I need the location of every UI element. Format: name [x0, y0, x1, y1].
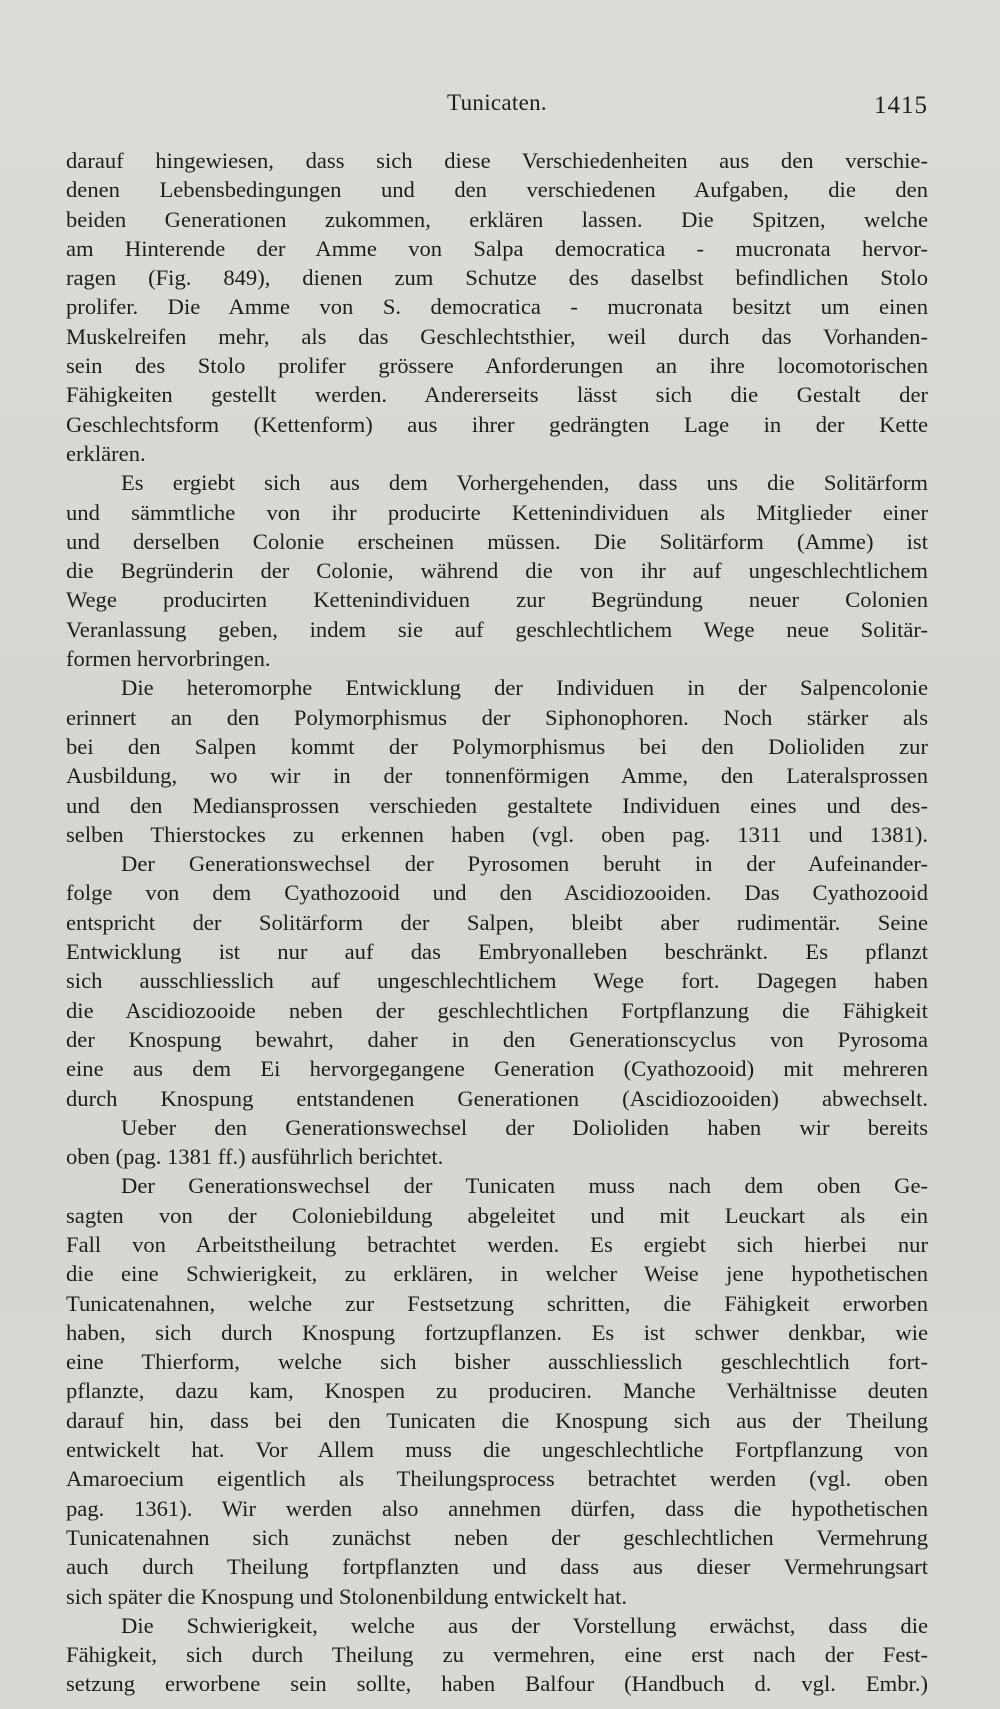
text-line: prolifer. Die Amme von S. democratica - mucronata besitzt um einen: [66, 294, 928, 320]
running-head-title: Tunicaten.: [447, 90, 547, 115]
text-line: erinnert an den Polymorphismus der Siphonophoren. Noch stärker als: [66, 704, 928, 730]
text-line: eine aus dem Ei hervorgegangene Generation (Cyathozooid) mit mehreren: [66, 1056, 928, 1082]
text-line: Der Generationswechsel der Pyrosomen beruht in der Aufeinander-: [121, 851, 928, 877]
text-line: am Hinterende der Amme von Salpa democratica - mucronata hervor-: [66, 235, 928, 261]
text-line: sich ausschliesslich auf ungeschlechtlichem Wege fort. Dagegen haben: [66, 968, 928, 994]
text-line: auch durch Theilung fortpflanzten und dass aus dieser Vermehrungsart: [66, 1554, 928, 1580]
text-line: sich später die Knospung und Stolonenbildung entwickelt hat.: [66, 1583, 627, 1609]
text-line: denen Lebensbedingungen und den verschiedenen Aufgaben, die den: [66, 177, 928, 203]
text-line: die Begründerin der Colonie, während die von ihr auf ungeschlechtlichem: [66, 558, 928, 584]
text-line: pflanzte, dazu kam, Knospen zu produciren. Manche Verhältnisse deuten: [66, 1378, 928, 1404]
text-line: Fähigkeit, sich durch Theilung zu vermehren, eine erst nach der Fest-: [66, 1642, 928, 1668]
text-line: ragen (Fig. 849), dienen zum Schutze des daselbst befindlichen Stolo: [66, 265, 928, 291]
text-line: Der Generationswechsel der Tunicaten muss nach dem oben Ge-: [121, 1173, 928, 1199]
text-line: und derselben Colonie erscheinen müssen. Die Solitärform (Amme) ist: [66, 528, 928, 554]
text-line: sein des Stolo prolifer grössere Anforderungen an ihre locomotorischen: [66, 353, 928, 379]
body-text: [66, 146, 928, 1699]
text-line: selben Thierstockes zu erkennen haben (vgl. oben pag. 1311 und 1381).: [66, 821, 928, 847]
text-line: entwickelt hat. Vor Allem muss die ungeschlechtliche Fortpflanzung von: [66, 1437, 928, 1463]
text-line: und den Mediansprossen verschieden gestaltete Individuen eines und des-: [66, 792, 928, 818]
text-line: eine Thierform, welche sich bisher ausschliesslich geschlechtlich fort-: [66, 1349, 928, 1375]
text-line: beiden Generationen zukommen, erklären lassen. Die Spitzen, welche: [66, 206, 928, 232]
text-line: darauf hingewiesen, dass sich diese Verschiedenheiten aus den verschie-: [66, 148, 928, 173]
text-line: Geschlechtsform (Kettenform) aus ihrer gedrängten Lage in der Kette: [66, 411, 928, 437]
text-line: Fähigkeiten gestellt werden. Andererseits lässt sich die Gestalt der: [66, 382, 928, 408]
text-line: Tunicatenahnen sich zunächst neben der geschlechtlichen Vermehrung: [66, 1524, 928, 1550]
text-line: Tunicatenahnen, welche zur Festsetzung schritten, die Fähigkeit erworben: [66, 1290, 928, 1316]
text-line: entspricht der Solitärform der Salpen, bleibt aber rudimentär. Seine: [66, 909, 928, 935]
text-line: bei den Salpen kommt der Polymorphismus bei den Dolioliden zur: [66, 733, 928, 759]
text-line: oben (pag. 1381 ff.) ausführlich berichtet.: [66, 1144, 444, 1170]
text-line: Amaroecium eigentlich als Theilungsprocess betrachtet werden (vgl. oben: [66, 1466, 928, 1492]
text-line: die eine Schwierigkeit, zu erklären, in welcher Weise jene hypothetischen: [66, 1261, 928, 1287]
text-line: folge von dem Cyathozooid und den Ascidiozooiden. Das Cyathozooid: [66, 880, 928, 906]
text-line: Ueber den Generationswechsel der Dolioliden haben wir bereits: [121, 1114, 928, 1140]
text-line: der Knospung bewahrt, daher in den Generationscyclus von Pyrosoma: [66, 1026, 928, 1052]
text-line: Die Schwierigkeit, welche aus der Vorstellung erwächst, dass die: [121, 1612, 928, 1638]
text-line: Es ergiebt sich aus dem Vorhergehenden, dass uns die Solitärform: [121, 470, 928, 496]
text-line: haben, sich durch Knospung fortzupflanzen. Es ist schwer denkbar, wie: [66, 1319, 928, 1345]
text-line: pag. 1361). Wir werden also annehmen dürfen, dass die hypothetischen: [66, 1495, 928, 1521]
text-line: erklären.: [66, 440, 146, 466]
text-line: durch Knospung entstandenen Generationen (Ascidiozooiden) abwechselt.: [66, 1085, 928, 1111]
text-line: formen hervorbringen.: [66, 646, 271, 672]
text-line: setzung erworbene sein sollte, haben Balfour (Handbuch d. vgl. Embr.): [66, 1671, 928, 1697]
text-line: Fall von Arbeitstheilung betrachtet werden. Es ergiebt sich hierbei nur: [66, 1231, 928, 1257]
text-line: Ausbildung, wo wir in der tonnenförmigen Amme, den Lateralsprossen: [66, 763, 928, 789]
text-line: sagten von der Coloniebildung abgeleitet und mit Leuckart als ein: [66, 1202, 928, 1228]
text-line: Wege producirten Kettenindividuen zur Begründung neuer Colonien: [66, 587, 928, 613]
running-head: [66, 90, 928, 126]
text-line: und sämmtliche von ihr producirte Kettenindividuen als Mitglieder einer: [66, 499, 928, 525]
text-line: Die heteromorphe Entwicklung der Individuen in der Salpencolonie: [121, 675, 928, 701]
text-line: Veranlassung geben, indem sie auf geschlechtlichem Wege neue Solitär-: [66, 616, 928, 642]
text-line: Muskelreifen mehr, als das Geschlechtsthier, weil durch das Vorhanden-: [66, 323, 928, 349]
text-line: darauf hin, dass bei den Tunicaten die Knospung sich aus der Theilung: [66, 1407, 928, 1433]
text-line: Entwicklung ist nur auf das Embryonalleben beschränkt. Es pflanzt: [66, 939, 928, 965]
text-line: die Ascidiozooide neben der geschlechtlichen Fortpflanzung die Fähigkeit: [66, 997, 928, 1023]
page-number: 1415: [874, 92, 928, 119]
